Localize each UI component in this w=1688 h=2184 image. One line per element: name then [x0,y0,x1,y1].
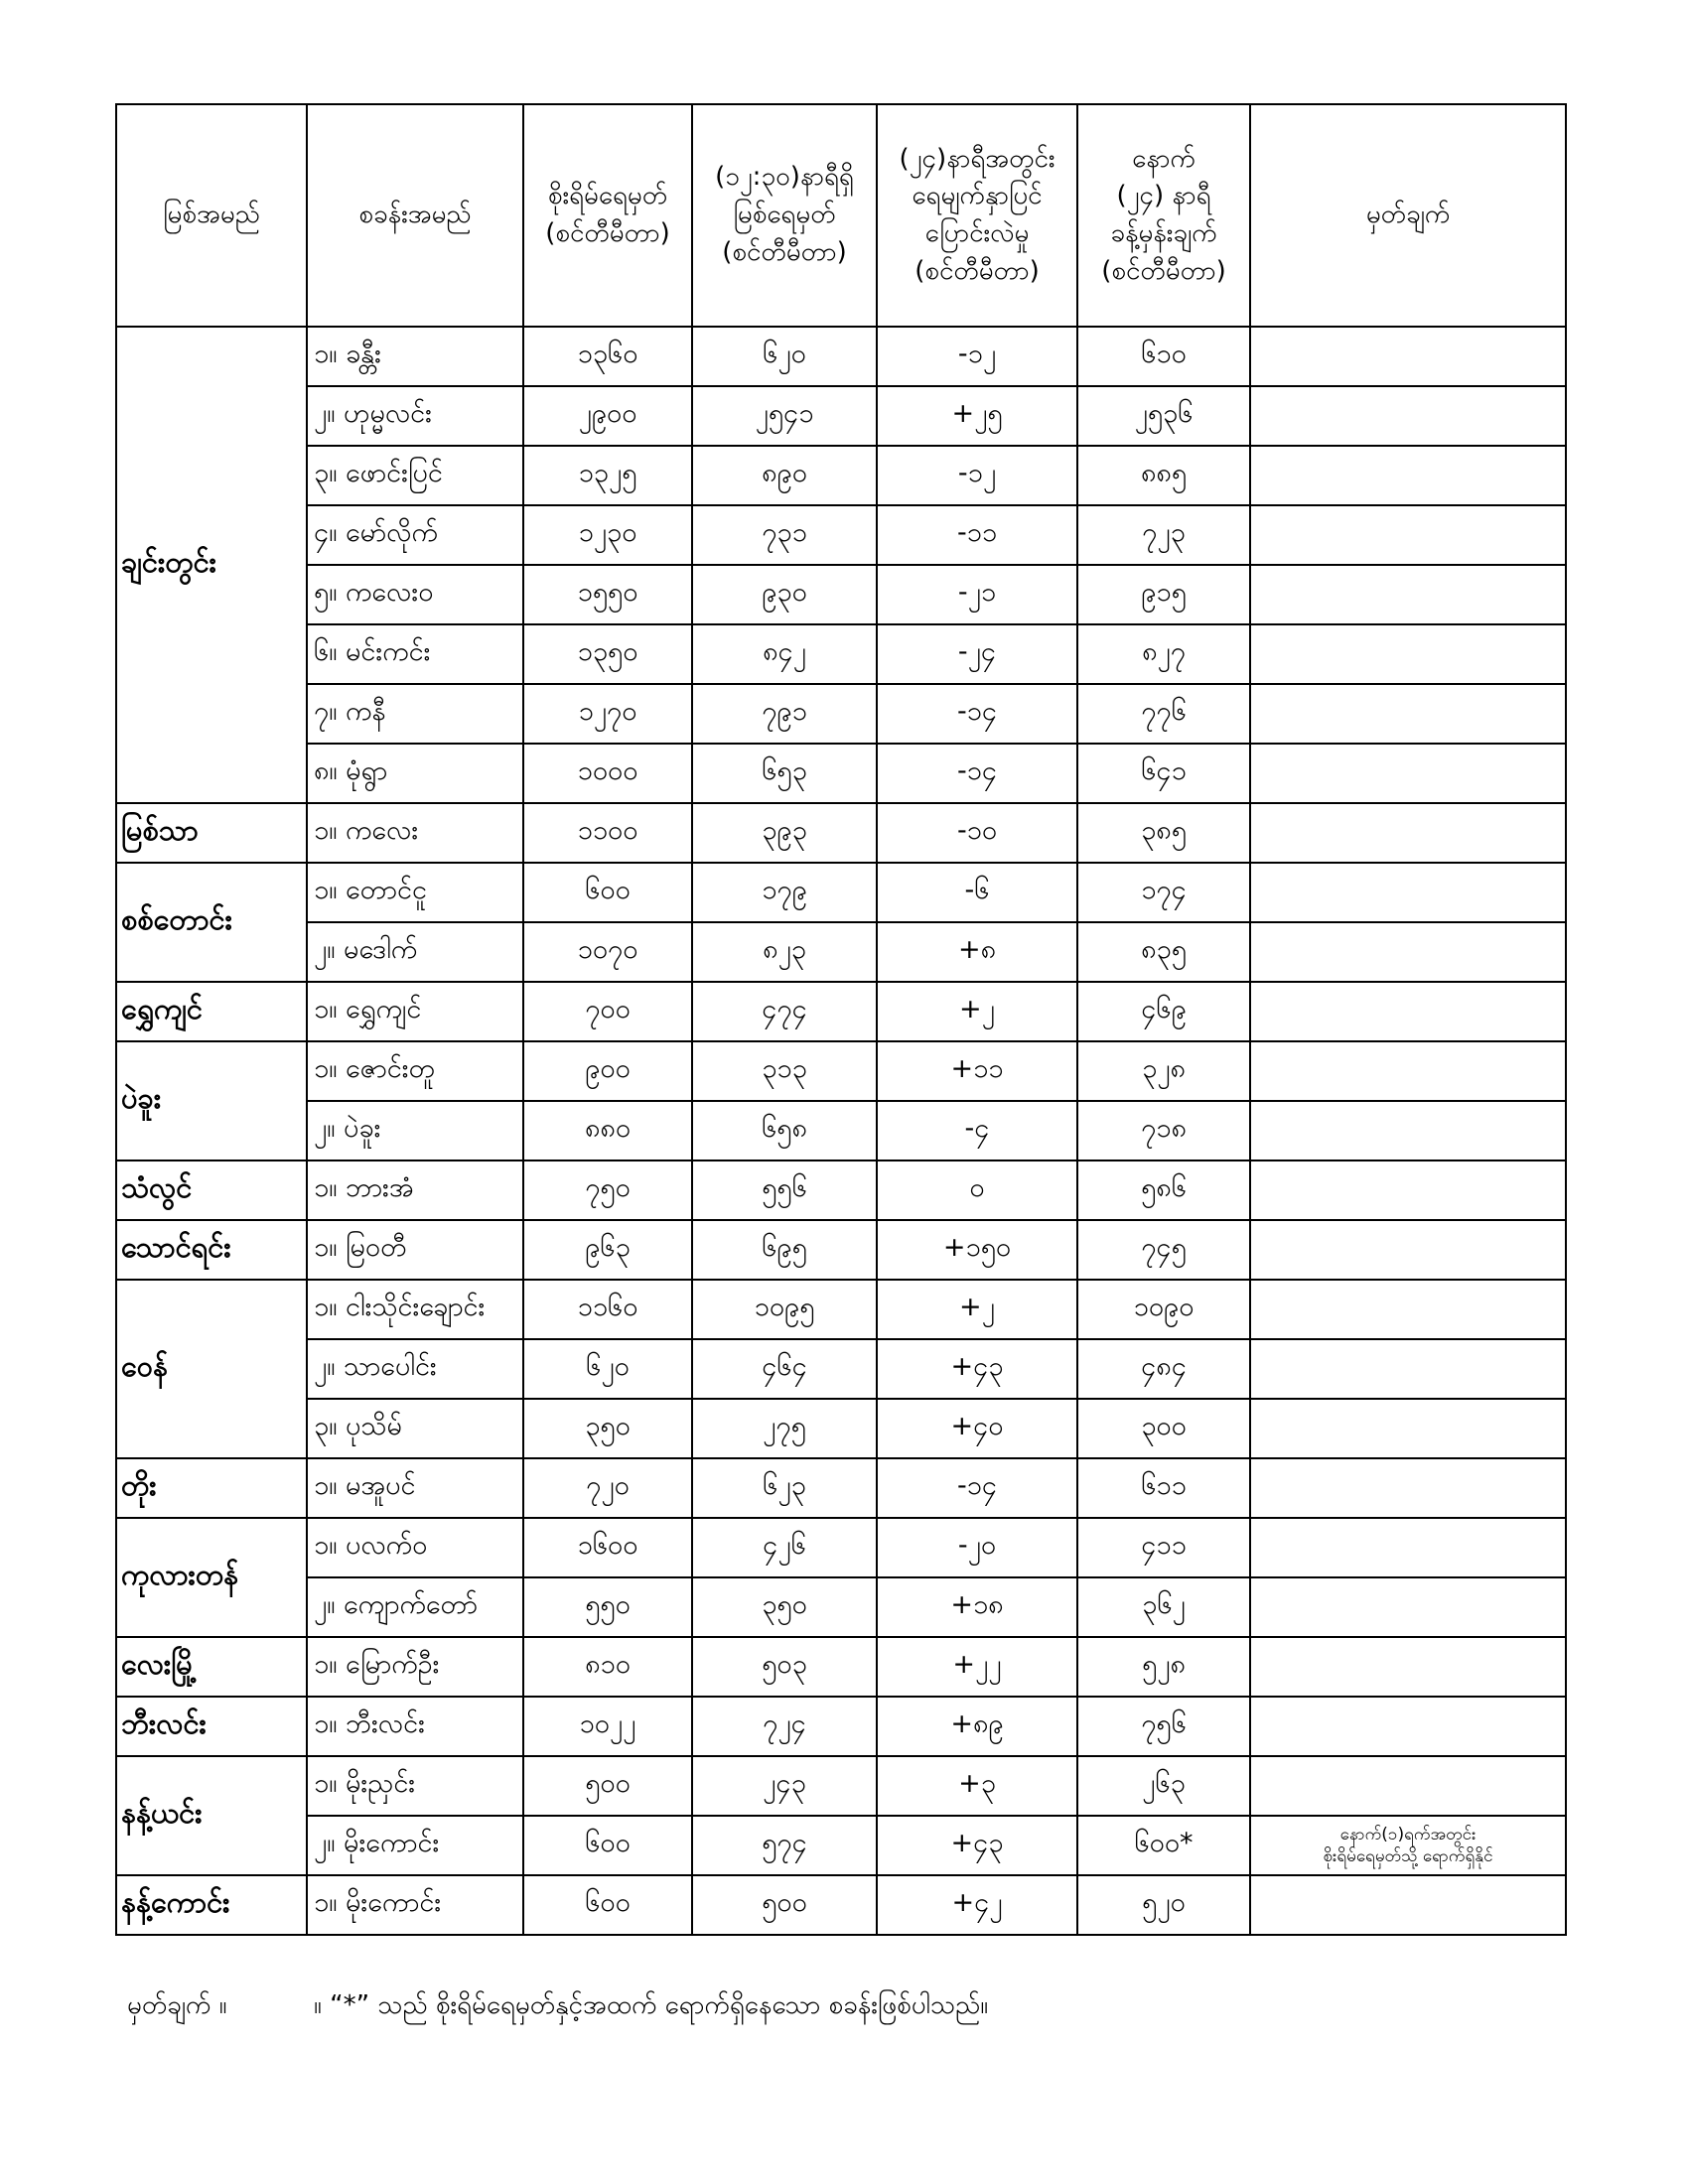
forecast-24h-value: ၁၇၄ [1077,863,1250,922]
remark-cell [1250,1041,1566,1101]
header-line: မြစ်ရေမှတ် [733,200,836,230]
forecast-24h-value: ၈၈၅ [1077,446,1250,505]
table-row [116,1399,1566,1458]
change-24h-value: +၃ [877,1756,1077,1816]
current-level-value: ၃၅၀ [692,1577,877,1637]
change-24h-value: -၂၀ [877,1518,1077,1577]
remark-cell [1250,1577,1566,1637]
river-name: နန့်ကောင်း [116,1875,307,1935]
station-name: ၂။ သာပေါင်း [307,1339,523,1399]
forecast-24h-value: ၂၅၃၆ [1077,386,1250,446]
danger-level-value: ၁၁၆၀ [523,1280,692,1339]
remark-cell [1250,446,1566,505]
danger-level-value: ၆၀၀ [523,1875,692,1935]
table-row [116,744,1566,803]
danger-level-value: ၃၅၀ [523,1399,692,1458]
forecast-24h-value: ၇၇၆ [1077,684,1250,744]
current-level-value: ၅၀၀ [692,1875,877,1935]
danger-level-value: ၆၂၀ [523,1339,692,1399]
header-line: (၂၄) နာရီ [1116,181,1211,211]
remark-cell [1250,1816,1566,1875]
table-row [116,1339,1566,1399]
station-name: ၁။ ငါးသိုင်းချောင်း [307,1280,523,1339]
current-level-value: ၅၀၃ [692,1637,877,1697]
header-danger-level [523,104,692,327]
station-name: ၃။ ပုသိမ် [307,1399,523,1458]
header-line: (စင်တီမီတာ) [1101,255,1226,286]
station-name: ၁။ မိုးညှင်း [307,1756,523,1816]
danger-level-value: ၇၂၀ [523,1458,692,1518]
remark-cell [1250,1756,1566,1816]
danger-level-value: ၁၂၃၀ [523,505,692,565]
station-name: ၁။ ဘားအံ [307,1160,523,1220]
forecast-24h-value: ၅၂၈ [1077,1637,1250,1697]
forecast-24h-value: ၇၂၃ [1077,505,1250,565]
footnote-text: ။ “*” သည် စိုးရိမ်ရေမှတ်နှင့်အထက် ရောက်ရှိနေသော စခန်းဖြစ်ပါသည်။ [314,1990,989,2020]
danger-level-value: ၇၅၀ [523,1160,692,1220]
current-level-value: ၄၇၄ [692,982,877,1041]
danger-level-value: ၇၀၀ [523,982,692,1041]
current-level-value: ၆၂၃ [692,1458,877,1518]
table-row [116,1041,1566,1101]
header-line: (စင်တီမီတာ) [545,218,670,248]
forecast-24h-value: ၄၈၄ [1077,1339,1250,1399]
remark-cell [1250,1220,1566,1280]
danger-level-value: ၁၃၅၀ [523,624,692,684]
danger-level-value: ၁၁၀၀ [523,803,692,863]
danger-level-value: ၅၅၀ [523,1577,692,1637]
remark-cell [1250,744,1566,803]
forecast-24h-value: ၈၂၇ [1077,624,1250,684]
river-name: လေးမြို့ [116,1637,307,1697]
change-24h-value: +၄၀ [877,1399,1077,1458]
current-level-value: ၅၇၄ [692,1816,877,1875]
danger-level-value: ၆၀၀ [523,1816,692,1875]
current-level-value: ၁၀၉၅ [692,1280,877,1339]
danger-level-value: ၁၂၇၀ [523,684,692,744]
river-name: ချင်းတွင်း [116,327,307,803]
forecast-24h-value: ၆၁၀ [1077,327,1250,386]
table-row [116,1160,1566,1220]
table-row [116,505,1566,565]
forecast-24h-value: ၃၆၂ [1077,1577,1250,1637]
remark-cell [1250,386,1566,446]
forecast-24h-value: ၃၈၅ [1077,803,1250,863]
table-row [116,1637,1566,1697]
current-level-value: ၃၁၃ [692,1041,877,1101]
header-line: စိုးရိမ်ရေမှတ် [547,181,668,211]
current-level-value: ၇၂၄ [692,1697,877,1756]
header-line: (၂၄)နာရီအတွင်း [899,143,1055,174]
current-level-value: ၈၄၂ [692,624,877,684]
station-name: ၁။ မိုးကောင်း [307,1875,523,1935]
remark-cell [1250,863,1566,922]
current-level-value: ၆၅၃ [692,744,877,803]
table-row [116,1458,1566,1518]
danger-level-value: ၁၀၂၂ [523,1697,692,1756]
change-24h-value: +၂ [877,982,1077,1041]
forecast-24h-value: ၂၆၃ [1077,1756,1250,1816]
current-level-value: ၆၅၈ [692,1101,877,1160]
remark-cell [1250,684,1566,744]
current-level-value: ၁၇၉ [692,863,877,922]
danger-level-value: ၈၁၀ [523,1637,692,1697]
forecast-24h-value: ၄၆၉ [1077,982,1250,1041]
header-line: ပြောင်းလဲမှု [924,218,1030,248]
forecast-24h-value: ၇၁၈ [1077,1101,1250,1160]
river-name: နန့်ယင်း [116,1756,307,1875]
header-change-24h [877,104,1077,327]
remark-cell [1250,1280,1566,1339]
table-row [116,1875,1566,1935]
header-forecast-24h [1077,104,1250,327]
forecast-24h-value: ၆၀၀* [1077,1816,1250,1875]
remark-cell [1250,1518,1566,1577]
table-row [116,684,1566,744]
change-24h-value: -၄ [877,1101,1077,1160]
current-level-value: ၂၅၄၁ [692,386,877,446]
station-name: ၂။ ဟုမ္မလင်း [307,386,523,446]
table-row [116,1280,1566,1339]
station-name: ၁။ ပလက်ဝ [307,1518,523,1577]
station-name: ၁။ မြဝတီ [307,1220,523,1280]
remark-cell [1250,1458,1566,1518]
station-name: ၈။ မုံရွာ [307,744,523,803]
station-name: ၃။ ဖောင်းပြင် [307,446,523,505]
river-name: ဝေန် [116,1280,307,1458]
change-24h-value: ၀ [877,1160,1077,1220]
river-name: ဘီးလင်း [116,1697,307,1756]
table-row [116,386,1566,446]
remark-cell [1250,803,1566,863]
change-24h-value: +၁၅၀ [877,1220,1077,1280]
danger-level-value: ၁၃၂၅ [523,446,692,505]
header-remarks: မှတ်ချက် [1250,104,1566,327]
river-name: ရွှေကျင် [116,982,307,1041]
station-name: ၁။ ရွှေကျင် [307,982,523,1041]
header-line: (၁၂:၃၀)နာရီရှိ [715,162,854,193]
table-row [116,922,1566,982]
forecast-24h-value: ၇၄၅ [1077,1220,1250,1280]
header-station: စခန်းအမည် [307,104,523,327]
current-level-value: ၇၉၁ [692,684,877,744]
remark-cell [1250,982,1566,1041]
table-row [116,327,1566,386]
station-name: ၄။ မော်လိုက် [307,505,523,565]
remark-cell [1250,1637,1566,1697]
change-24h-value: -၂၁ [877,565,1077,624]
station-name: ၆။ မင်းကင်း [307,624,523,684]
danger-level-value: ၁၀၀၀ [523,744,692,803]
current-level-value: ၅၅၆ [692,1160,877,1220]
change-24h-value: +၂၅ [877,386,1077,446]
station-name: ၁။ ကလေး [307,803,523,863]
remark-cell [1250,1101,1566,1160]
change-24h-value: +၂၂ [877,1637,1077,1697]
change-24h-value: -၁၂ [877,446,1077,505]
table-body [116,327,1566,1935]
forecast-24h-value: ၈၃၅ [1077,922,1250,982]
remark-cell [1250,1697,1566,1756]
station-name: ၂။ ပဲခူး [307,1101,523,1160]
remark-cell [1250,1160,1566,1220]
current-level-value: ၄၂၆ [692,1518,877,1577]
forecast-24h-value: ၃၂၈ [1077,1041,1250,1101]
river-name: ကုလားတန် [116,1518,307,1637]
table-row [116,1220,1566,1280]
remark-cell [1250,505,1566,565]
danger-level-value: ၈၈၀ [523,1101,692,1160]
change-24h-value: +၂ [877,1280,1077,1339]
station-name: ၁။ တောင်ငူ [307,863,523,922]
forecast-24h-value: ၁၀၉၀ [1077,1280,1250,1339]
river-name: ပဲခူး [116,1041,307,1160]
table-row [116,446,1566,505]
remark-cell [1250,922,1566,982]
current-level-value: ၂၇၅ [692,1399,877,1458]
forecast-24h-value: ၃၀၀ [1077,1399,1250,1458]
station-name: ၅။ ကလေးဝ [307,565,523,624]
table-row [116,1756,1566,1816]
station-name: ၁။ ခန္တီး [307,327,523,386]
danger-level-value: ၁၀၇၀ [523,922,692,982]
forecast-24h-value: ၆၁၁ [1077,1458,1250,1518]
change-24h-value: +၄၃ [877,1816,1077,1875]
station-name: ၁။ မအူပင် [307,1458,523,1518]
table-row [116,803,1566,863]
change-24h-value: +၁၁ [877,1041,1077,1101]
header-line: ခန့်မှန်းချက် [1110,218,1217,248]
forecast-24h-value: ၄၁၁ [1077,1518,1250,1577]
change-24h-value: -၆ [877,863,1077,922]
header-line: ရေမျက်နှာပြင် [912,181,1043,211]
station-name: ၁။ မြောက်ဦး [307,1637,523,1697]
header-line: (စင်တီမီတာ) [722,236,847,267]
danger-level-value: ၁၆၀၀ [523,1518,692,1577]
forecast-24h-value: ၉၁၅ [1077,565,1250,624]
danger-level-value: ၉၆၃ [523,1220,692,1280]
table-row [116,1518,1566,1577]
danger-level-value: ၂၉၀၀ [523,386,692,446]
current-level-value: ၄၆၄ [692,1339,877,1399]
danger-level-value: ၅၀၀ [523,1756,692,1816]
river-name: စစ်တောင်း [116,863,307,982]
change-24h-value: +၄၂ [877,1875,1077,1935]
current-level-value: ၆၉၅ [692,1220,877,1280]
remark-line: စိုးရိမ်ရေမှတ်သို့ ရောက်ရှိနိုင် [1323,1846,1493,1866]
danger-level-value: ၉၀၀ [523,1041,692,1101]
current-level-value: ၂၄၃ [692,1756,877,1816]
forecast-24h-value: ၅၂၀ [1077,1875,1250,1935]
table-row [116,863,1566,922]
change-24h-value: -၁၄ [877,744,1077,803]
current-level-value: ၆၂၀ [692,327,877,386]
current-level-value: ၈၉၀ [692,446,877,505]
river-name: မြစ်သာ [116,803,307,863]
remark-line: နောက်(၁)ရက်အတွင်း [1339,1824,1477,1844]
remark-cell [1250,327,1566,386]
table-row [116,1816,1566,1875]
change-24h-value: +၈ [877,922,1077,982]
header-current-level [692,104,877,327]
change-24h-value: -၁၁ [877,505,1077,565]
change-24h-value: -၁၂ [877,327,1077,386]
station-name: ၂။ မဒေါက် [307,922,523,982]
change-24h-value: -၁၀ [877,803,1077,863]
station-name: ၇။ ကနီ [307,684,523,744]
change-24h-value: +၄၃ [877,1339,1077,1399]
remark-cell [1250,1399,1566,1458]
table-row [116,1577,1566,1637]
table-row [116,982,1566,1041]
forecast-24h-value: ၇၅၆ [1077,1697,1250,1756]
change-24h-value: +၁၈ [877,1577,1077,1637]
danger-level-value: ၆၀၀ [523,863,692,922]
remark-cell [1250,624,1566,684]
header-river: မြစ်အမည် [116,104,307,327]
table-row [116,1697,1566,1756]
forecast-24h-value: ၆၄၁ [1077,744,1250,803]
table-row [116,1101,1566,1160]
river-name: သံလွင် [116,1160,307,1220]
footnote-label: မှတ်ချက် ။ [127,1990,227,2020]
forecast-24h-value: ၅၈၆ [1077,1160,1250,1220]
table-row [116,565,1566,624]
station-name: ၁။ ဇောင်းတူ [307,1041,523,1101]
river-name: သောင်ရင်း [116,1220,307,1280]
header-line: (စင်တီမီတာ) [914,255,1040,286]
change-24h-value: -၁၄ [877,1458,1077,1518]
change-24h-value: -၂၄ [877,624,1077,684]
change-24h-value: -၁၄ [877,684,1077,744]
station-name: ၂။ ကျောက်တော် [307,1577,523,1637]
header-line: နောက် [1132,143,1196,174]
table-header-row [116,104,1566,327]
station-name: ၂။ မိုးကောင်း [307,1816,523,1875]
river-name: တိုး [116,1458,307,1518]
current-level-value: ၃၉၃ [692,803,877,863]
station-name: ၁။ ဘီးလင်း [307,1697,523,1756]
current-level-value: ၉၃၀ [692,565,877,624]
remark-cell [1250,565,1566,624]
remark-cell [1250,1875,1566,1935]
table-row [116,624,1566,684]
current-level-value: ၇၃၁ [692,505,877,565]
danger-level-value: ၁၅၅၀ [523,565,692,624]
danger-level-value: ၁၃၆၀ [523,327,692,386]
river-water-level-table [115,103,1567,1936]
change-24h-value: +၈၉ [877,1697,1077,1756]
remark-cell [1250,1339,1566,1399]
current-level-value: ၈၂၃ [692,922,877,982]
